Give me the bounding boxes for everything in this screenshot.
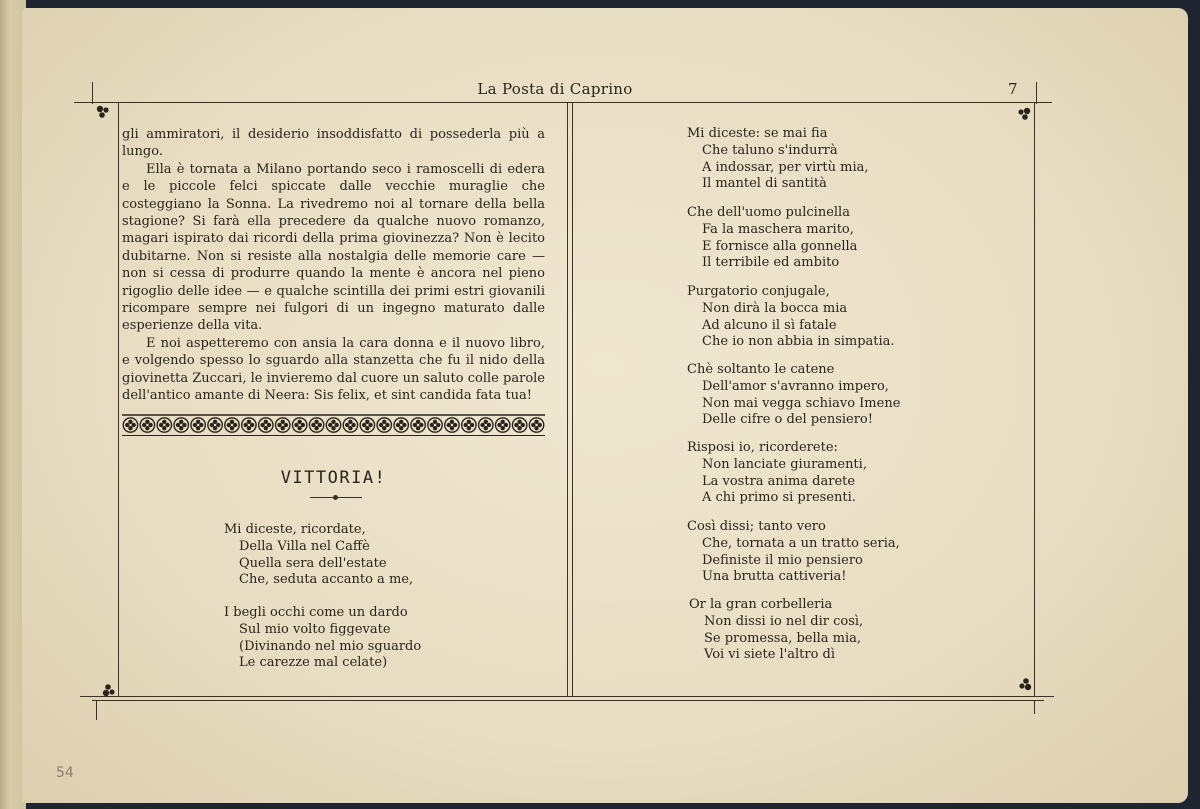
frame-left <box>118 102 119 696</box>
corner-flourish-icon <box>1016 106 1032 122</box>
verse-line: Voi vi siete l'altro dì <box>704 647 836 663</box>
verse-line: Una brutta cattiveria! <box>702 569 847 585</box>
verse-line: Così dissi; tanto vero <box>687 519 826 534</box>
verse-line: Della Villa nel Caffè <box>239 538 370 554</box>
verse-line: Quella sera dell'estate <box>239 555 387 571</box>
poem-stanza <box>224 605 421 672</box>
rosette-ornament-icon <box>191 418 205 432</box>
verse-line: Il terribile ed ambito <box>702 255 840 271</box>
running-header-title: La Posta di Caprino <box>477 80 633 98</box>
pencil-margin-note: 54 <box>56 765 74 781</box>
poem-stanza <box>687 205 857 272</box>
article-paragraph: Ella è tornata a Milano portando seco i ramoscelli di edera e le piccole felci spiccate dalle vecchie muraglie che costeggiano la Sonna. La rivedremo noi al tornare della bella stagione? Si farà ella precedere da qualche nuovo romanzo, magari ispirato dai ricordi della prima giovinezza? Non è lecito dubitarne. Non si resiste alla nostalgia delle memorie care — non si cessa di produrre quando la mente è ancora nel pieno rigoglio delle idee — e qualche scintilla dei primi estri giovanili ricompare sempre nei fulgori di un ingegno maturato dalle esperienze della vita. <box>122 161 545 334</box>
corner-flourish-icon <box>95 104 111 120</box>
article-paragraph: E noi aspetteremo con ansia la cara donna e il nuovo libro, e volgendo spesso lo sguardo alla stanzetta che fu il nido della giovinetta Zuccari, le invieremo dal cuore un saluto colle parole dell'antico amante di Neera: Sis felix, et sint candida fata tua! <box>122 335 545 404</box>
poem-stanza <box>689 597 863 664</box>
article-paragraph: gli ammiratori, il desiderio insoddisfatto di possederla più a lungo. <box>122 127 545 160</box>
column-divider-right <box>572 102 573 696</box>
poem-stanza <box>687 362 900 429</box>
top-rule <box>74 102 1052 103</box>
rosette-ornament-icon <box>174 418 188 432</box>
rosette-ornament-icon <box>428 418 442 432</box>
rosette-ornament-icon <box>529 418 543 432</box>
verse-line: Delle cifre o del pensiero! <box>702 412 873 428</box>
verse-line: I begli occhi come un dardo <box>224 605 408 620</box>
verse-line: Non dissi io nel dir così, <box>704 613 864 629</box>
rosette-ornament-icon <box>411 418 425 432</box>
rosette-ornament-icon <box>326 418 340 432</box>
verse-line: Mi diceste: se mai fia <box>687 126 828 141</box>
verse-line: Or la gran corbelleria <box>689 597 833 612</box>
verse-line: Che, seduta accanto a me, <box>239 572 414 588</box>
rosette-ornament-icon <box>360 418 374 432</box>
rosette-ornament-icon <box>276 418 290 432</box>
poem-title: VITTORIA! <box>280 468 387 488</box>
footer-tick-left <box>96 700 97 720</box>
rosette-ornament-icon <box>512 418 526 432</box>
verse-line: Definiste il mio pensiero <box>702 552 863 568</box>
verse-line: Non lanciate giuramenti, <box>702 456 867 472</box>
header-tick-right <box>1036 82 1037 104</box>
bottom-rule-1 <box>80 696 1054 697</box>
verse-line: Il mantel di santità <box>702 176 827 192</box>
poem-stanza <box>687 284 895 351</box>
rosette-ornament-icon <box>377 418 391 432</box>
verse-line: Risposi io, ricorderete: <box>687 440 838 455</box>
ornamental-band <box>122 414 545 436</box>
rosette-ornament-icon <box>123 418 137 432</box>
verse-line: La vostra anima darete <box>702 473 856 489</box>
rosette-ornament-icon <box>140 418 154 432</box>
rosette-ornament-icon <box>292 418 306 432</box>
poem-stanza <box>687 440 867 507</box>
verse-line: Non dirà la bocca mia <box>702 300 848 316</box>
verse-line: Mi diceste, ricordate, <box>224 522 366 537</box>
title-rule-dot <box>333 495 338 500</box>
rosette-ornament-icon <box>445 418 459 432</box>
rosette-ornament-icon <box>343 418 357 432</box>
rosette-ornament-icon <box>462 418 476 432</box>
corner-flourish-icon <box>101 682 117 698</box>
rosette-ornament-icon <box>259 418 273 432</box>
poem-stanza <box>687 126 869 193</box>
rosette-ornament-icon <box>208 418 222 432</box>
header-tick-left <box>92 82 93 104</box>
verse-line: Che io non abbia in simpatia. <box>702 334 895 350</box>
footer-tick-right <box>1034 700 1035 714</box>
verse-line: (Divinando nel mio sguardo <box>239 638 422 654</box>
verse-line: A indossar, per virtù mia, <box>702 159 869 175</box>
frame-right <box>1034 102 1035 696</box>
verse-line: Dell'amor s'avranno impero, <box>702 378 889 394</box>
verse-line: Fa la maschera marito, <box>702 221 854 237</box>
rosette-ornament-icon <box>242 418 256 432</box>
bottom-rule-2 <box>92 700 1044 701</box>
verse-line: Se promessa, bella mia, <box>704 630 862 646</box>
rosette-ornament-icon <box>157 418 171 432</box>
poem-stanza <box>224 522 413 589</box>
column-divider-left <box>567 102 568 696</box>
verse-line: Chè soltanto le catene <box>687 362 835 377</box>
verse-line: Sul mio volto figgevate <box>239 621 391 637</box>
rosette-ornament-icon <box>496 418 510 432</box>
page-number: 7 <box>1008 80 1018 98</box>
verse-line: Che dell'uomo pulcinella <box>687 205 850 220</box>
verse-line: Che, tornata a un tratto seria, <box>702 535 900 551</box>
rosette-ornament-icon <box>394 418 408 432</box>
rosette-ornament-icon <box>479 418 493 432</box>
verse-line: Le carezze mal celate) <box>239 655 388 671</box>
verse-line: Ad alcuno il sì fatale <box>702 317 837 333</box>
verse-line: A chi primo si presenti. <box>702 490 856 506</box>
rosette-ornament-icon <box>309 418 323 432</box>
verse-line: E fornisce alla gonnella <box>702 238 858 254</box>
rosette-ornament-icon <box>225 418 239 432</box>
verse-line: Purgatorio conjugale, <box>687 284 830 299</box>
verse-line: Non mai vegga schiavo Imene <box>702 395 901 411</box>
corner-flourish-icon <box>1017 676 1033 692</box>
poem-stanza <box>687 519 900 586</box>
article-text-column <box>122 126 545 405</box>
verse-line: Che taluno s'indurrà <box>702 142 838 158</box>
